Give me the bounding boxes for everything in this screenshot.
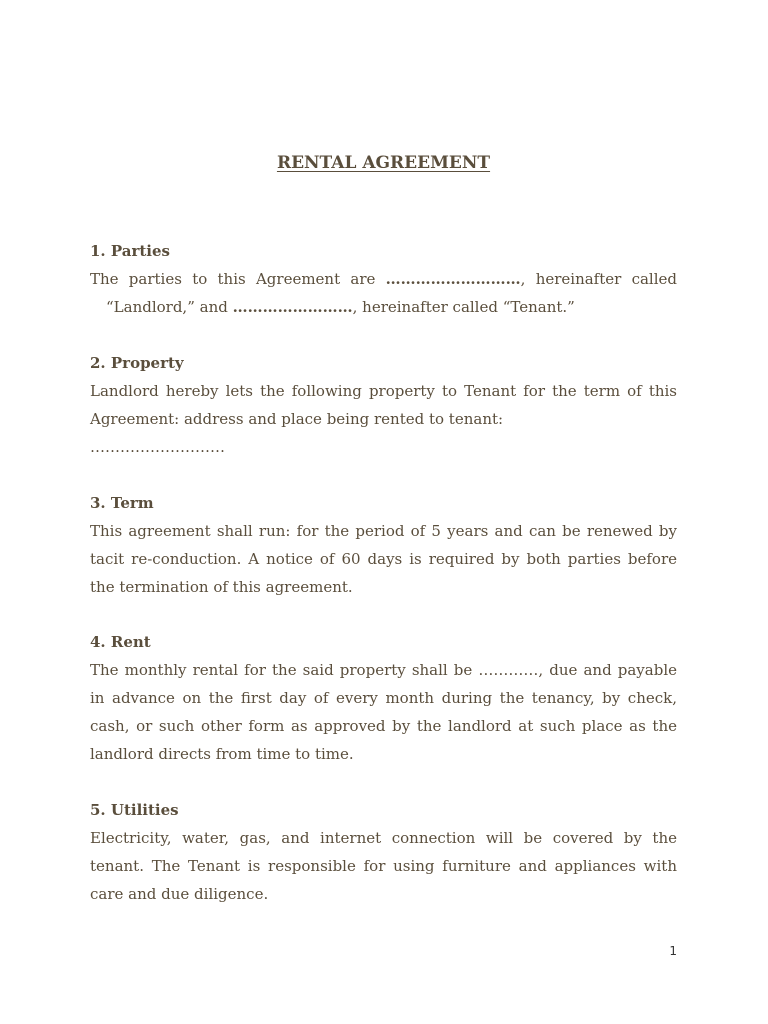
body-line: Agreement: address and place being rented to tenant: xyxy=(90,410,504,428)
body-line: in advance on the first day of every month during the tenancy, by check, xyxy=(90,689,677,707)
body-line: This agreement shall run: for the period of 5 years and can be renewed by xyxy=(90,522,677,540)
body-line: tacit re-conduction. A notice of 60 days is required by both parties before xyxy=(90,550,677,568)
address-blank: ……………………… xyxy=(90,438,225,456)
section-heading: 4. Rent xyxy=(90,633,151,651)
section-property xyxy=(90,349,677,461)
section-utilities xyxy=(90,796,677,908)
body-line: The monthly rental for the said property shall be …………, due and payable xyxy=(90,661,677,679)
page-number: 1 xyxy=(669,944,677,958)
body-line: care and due diligence. xyxy=(90,885,269,903)
document-page xyxy=(90,0,677,1024)
body-line: cash, or such other form as approved by the landlord at such place as the xyxy=(90,717,677,735)
section-body xyxy=(90,265,677,321)
text-fragment: , hereinafter called xyxy=(520,270,677,288)
text-fragment: , hereinafter called “Tenant.” xyxy=(352,298,575,316)
section-heading: 3. Term xyxy=(90,494,154,512)
body-line: tenant. The Tenant is responsible for using furniture and appliances with xyxy=(90,857,677,875)
landlord-blank: ……………………… xyxy=(385,270,521,288)
section-body xyxy=(90,377,677,461)
section-body xyxy=(90,824,677,908)
section-heading: 5. Utilities xyxy=(90,801,179,819)
body-line xyxy=(90,265,677,293)
section-parties xyxy=(90,237,677,321)
body-line: the termination of this agreement. xyxy=(90,578,353,596)
section-heading: 2. Property xyxy=(90,354,184,372)
tenant-blank: …………………… xyxy=(232,298,353,316)
text-fragment: The parties to this Agreement are xyxy=(90,270,386,288)
section-heading: 1. Parties xyxy=(90,242,170,260)
text-fragment: “Landlord,” and xyxy=(106,298,233,316)
body-line: landlord directs from time to time. xyxy=(90,745,354,763)
section-rent xyxy=(90,628,677,768)
body-line xyxy=(90,293,677,321)
section-body xyxy=(90,517,677,601)
section-term xyxy=(90,489,677,601)
section-body xyxy=(90,656,677,768)
body-line: Electricity, water, gas, and internet connection will be covered by the xyxy=(90,829,677,847)
document-title: RENTAL AGREEMENT xyxy=(276,153,491,173)
body-line: Landlord hereby lets the following property to Tenant for the term of this xyxy=(90,382,677,400)
